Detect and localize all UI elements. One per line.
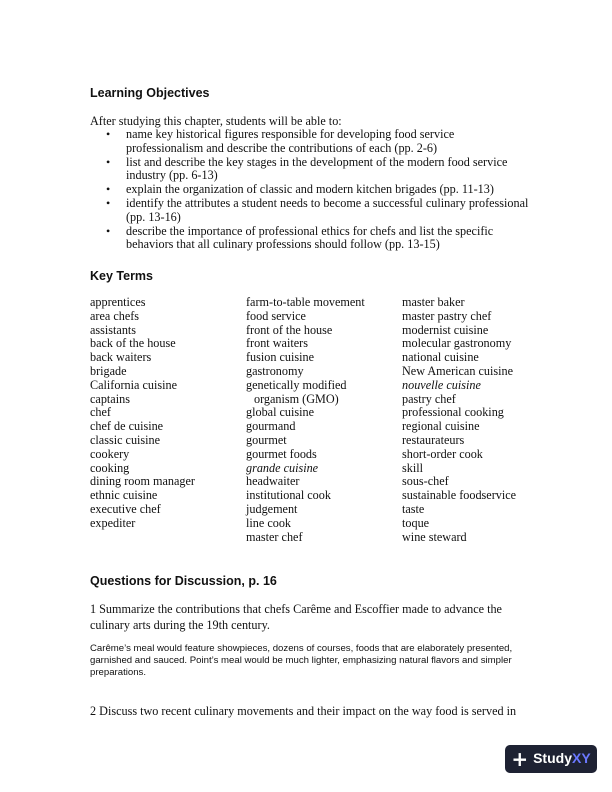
- key-term: chef: [90, 405, 111, 420]
- key-term: gastronomy: [246, 363, 304, 378]
- key-term: New American cuisine: [402, 363, 514, 378]
- key-term: brigade: [90, 363, 127, 378]
- key-term: headwaiter: [246, 474, 300, 489]
- key-term: judgement: [246, 501, 298, 516]
- key-term: institutional cook: [246, 488, 331, 503]
- key-term: back of the house: [90, 336, 176, 351]
- key-term: nouvelle cuisine: [402, 377, 481, 392]
- key-term: dining room manager: [90, 474, 195, 489]
- key-term: sous-chef: [402, 474, 449, 489]
- studyxy-logo-badge: [505, 745, 597, 773]
- key-term: restaurateurs: [402, 432, 465, 447]
- objective-item: • identify the attributes a student needs to become a successful culinary professional (pp. 13-16): [90, 197, 530, 225]
- key-terms-column-3: [402, 296, 516, 544]
- key-term: toque: [402, 515, 430, 530]
- key-term: grande cuisine: [246, 460, 319, 475]
- key-term: sustainable foodservice: [402, 488, 517, 503]
- key-term: organism (GMO): [254, 391, 339, 406]
- key-term: gourmet foods: [246, 446, 317, 461]
- question-2: 2 Discuss two recent culinary movements and their impact on the way food is served in: [90, 704, 517, 718]
- plus-icon: +: [511, 747, 529, 771]
- objective-item: • explain the organization of classic and modern kitchen brigades (pp. 11-13): [90, 183, 530, 197]
- key-term: area chefs: [90, 308, 140, 323]
- key-term: cooking: [90, 460, 130, 475]
- key-term: captains: [90, 391, 130, 406]
- key-term: apprentices: [90, 295, 146, 309]
- key-term: executive chef: [90, 501, 161, 516]
- key-term: classic cuisine: [90, 432, 161, 447]
- key-term: global cuisine: [246, 405, 315, 420]
- discussion-heading: Questions for Discussion, p. 16: [90, 574, 277, 588]
- objective-item: • list and describe the key stages in the development of the modern food service industry (pp. 6-13): [90, 156, 530, 184]
- key-term: genetically modified: [246, 377, 347, 392]
- key-term: short-order cook: [402, 446, 483, 461]
- key-terms-heading: Key Terms: [90, 269, 153, 283]
- key-term: food service: [246, 308, 306, 323]
- key-term: regional cuisine: [402, 419, 480, 434]
- key-term: skill: [402, 460, 423, 475]
- key-term: front of the house: [246, 322, 333, 337]
- key-term: national cuisine: [402, 350, 479, 365]
- key-term: front waiters: [246, 336, 308, 351]
- key-term: modernist cuisine: [402, 322, 489, 337]
- answer-1: Carême’s meal would feature showpieces, dozens of courses, foods that are elaborately presented, garnished and sauced. Point’s meal would be much lighter, emphasizing natural flavors and simpler preparations.: [90, 643, 513, 678]
- key-term: master chef: [246, 529, 303, 544]
- key-term: cookery: [90, 446, 130, 461]
- logo-text-xy: XY: [571, 750, 591, 766]
- key-term: back waiters: [90, 350, 152, 365]
- key-terms-column-1: [90, 296, 195, 531]
- key-term: chef de cuisine: [90, 419, 164, 434]
- key-term: master pastry chef: [402, 308, 492, 323]
- key-term: line cook: [246, 515, 292, 530]
- objectives-list: [90, 128, 530, 252]
- key-term: expediter: [90, 515, 136, 530]
- key-term: fusion cuisine: [246, 350, 315, 365]
- key-term: assistants: [90, 322, 137, 337]
- key-term: California cuisine: [90, 377, 177, 392]
- key-terms-column-2: [246, 296, 365, 544]
- key-term: gourmand: [246, 419, 296, 434]
- objective-item: • name key historical figures responsible for developing food service professionalism and describe the contributions of each (pp. 2-6): [90, 128, 530, 156]
- key-term: master baker: [402, 295, 465, 309]
- key-term: professional cooking: [402, 405, 504, 420]
- objectives-intro: After studying this chapter, students will be able to:: [90, 114, 342, 128]
- question-1: 1 Summarize the contributions that chefs Carême and Escoffier made to advance the culinary arts during the 19th century.: [90, 602, 502, 632]
- key-term: ethnic cuisine: [90, 488, 158, 503]
- learning-objectives-heading: Learning Objectives: [90, 86, 210, 100]
- key-term: gourmet: [246, 432, 287, 447]
- logo-text-study: Study: [533, 750, 572, 766]
- key-term: farm-to-table movement: [246, 295, 365, 309]
- key-term: pastry chef: [402, 391, 456, 406]
- key-term: wine steward: [402, 529, 467, 544]
- key-term: molecular gastronomy: [402, 336, 512, 351]
- key-term: taste: [402, 501, 425, 516]
- objective-item: • describe the importance of professional ethics for chefs and list the specific behaviors that all culinary professions should follow (pp. 13-15): [90, 225, 530, 253]
